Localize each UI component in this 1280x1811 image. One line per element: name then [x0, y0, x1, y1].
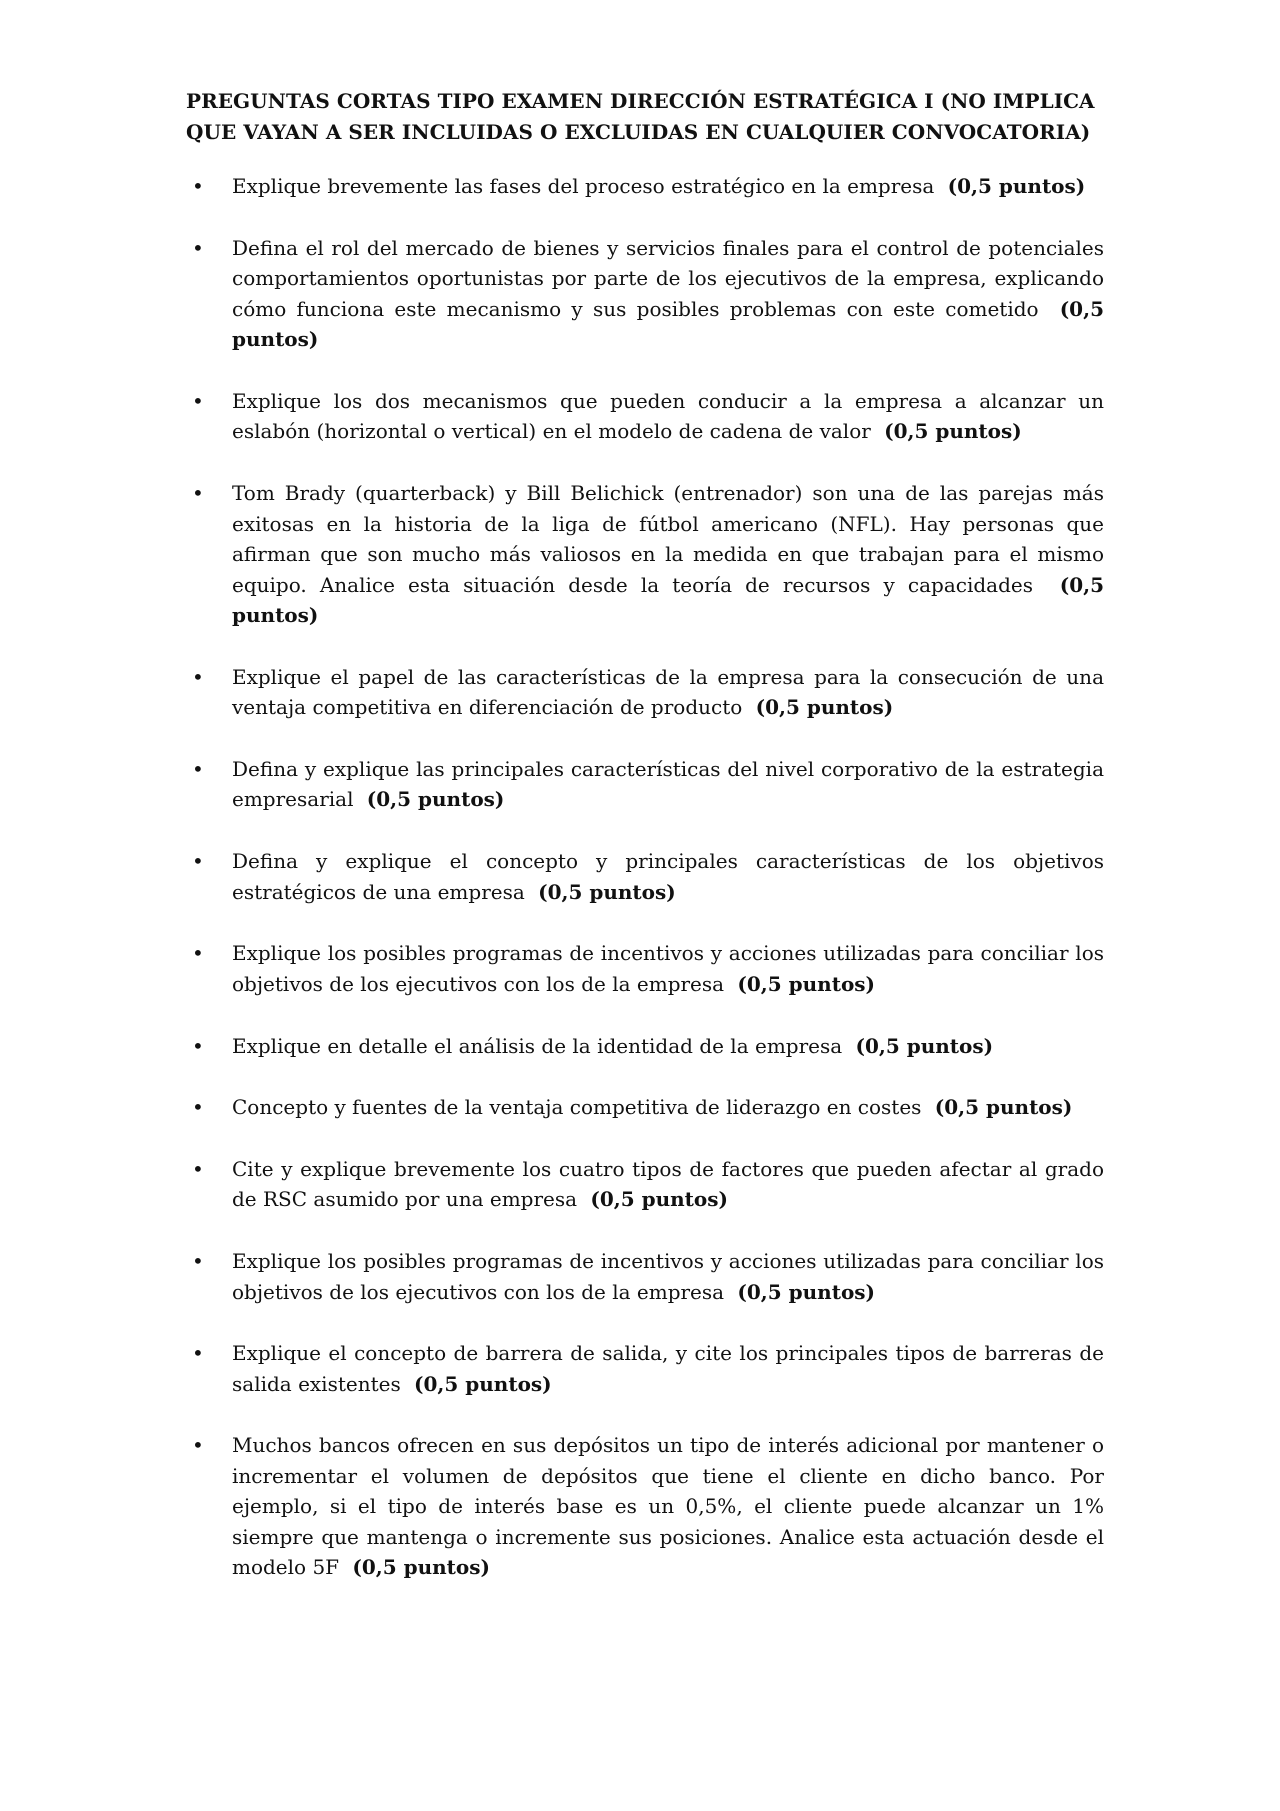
bullet-icon: •	[192, 756, 204, 781]
bullet-icon: •	[192, 1033, 204, 1058]
title-line-1: PREGUNTAS CORTAS TIPO EXAMEN DIRECCIÓN ESTRATÉGICA I (NO IMPLICA	[186, 89, 1095, 113]
question-item	[186, 662, 1104, 723]
question-points: (0,5 puntos)	[730, 971, 876, 996]
question-item	[186, 386, 1104, 447]
bullet-icon: •	[192, 849, 204, 874]
question-text: Tom Brady (quarterback) y Bill Belichick (entrenador) son una de las parejas más exitosas en la historia de la liga de fútbol americano (NFL). Hay personas que afirman que son mucho más valiosos en la medida en que trabajan para el mismo equipo. Analice esta situación desde la teoría de recursos y capacidades	[232, 481, 1104, 597]
question-points: (0,5 puntos)	[927, 1095, 1073, 1120]
bullet-icon: •	[192, 1433, 204, 1458]
question-points: (0,5 puntos)	[232, 296, 1111, 352]
question-item	[186, 171, 1104, 202]
bullet-icon: •	[192, 388, 204, 413]
bullet-icon: •	[192, 1156, 204, 1181]
question-points: (0,5 puntos)	[848, 1033, 994, 1058]
question-points: (0,5 puntos)	[345, 1555, 490, 1580]
question-text: Explique los posibles programas de incentivos y acciones utilizadas para conciliar los objetivos de los ejecutivos con los de la empresa	[232, 941, 1104, 996]
bullet-icon: •	[192, 174, 204, 198]
question-text: Explique en detalle el análisis de la identidad de la empresa	[232, 1033, 843, 1058]
question-item	[186, 754, 1104, 815]
bullet-icon: •	[192, 1341, 204, 1366]
question-text: Explique el concepto de barrera de salida, y cite los principales tipos de barreras de salida existentes	[232, 1341, 1104, 1396]
title-line-2: QUE VAYAN A SER INCLUIDAS O EXCLUIDAS EN CUALQUIER CONVOCATORIA)	[186, 120, 1091, 144]
question-list	[186, 171, 1111, 1583]
document-page	[186, 86, 1111, 1614]
question-text: Explique los dos mecanismos que pueden conducir a la empresa a alcanzar un eslabón (horizontal o vertical) en el modelo de cadena de valor	[232, 388, 1104, 444]
question-text: Concepto y fuentes de la ventaja competitiva de liderazgo en costes	[232, 1095, 922, 1120]
question-text: Muchos bancos ofrecen en sus depósitos un tipo de interés adicional por mantener o incrementar el volumen de depósitos que tiene el cliente en dicho banco. Por ejemplo, si el tipo de interés base es un 0,5%, el cliente puede alcanzar un 1% siempre que mantenga o incremente sus posiciones. Analice esta actuación desde el modelo 5F	[232, 1433, 1104, 1580]
question-text: Defina y explique las principales características del nivel corporativo de la estrategia empresarial	[232, 756, 1104, 812]
question-points: (0,5 puntos)	[407, 1371, 552, 1396]
question-points: (0,5 puntos)	[940, 174, 1086, 198]
question-text: Explique brevemente las fases del proceso estratégico en la empresa	[232, 174, 935, 198]
question-item	[186, 1092, 1104, 1123]
question-item	[186, 846, 1104, 907]
question-text: Explique el papel de las características de la empresa para la consecución de una ventaja competitiva en diferenciación de producto	[232, 664, 1104, 720]
question-points: (0,5 puntos)	[730, 1279, 876, 1304]
question-item	[186, 478, 1111, 631]
question-item	[186, 938, 1104, 999]
question-item	[186, 1246, 1104, 1307]
question-text: Defina el rol del mercado de bienes y servicios finales para el control de potenciales comportamientos oportunistas por parte de los ejecutivos de la empresa, explicando cómo funciona este mecanismo y sus posibles problemas con este cometido	[232, 235, 1104, 321]
question-item	[186, 1031, 1104, 1062]
bullet-icon: •	[192, 941, 204, 966]
question-points: (0,5 puntos)	[359, 787, 505, 812]
question-points: (0,5 puntos)	[748, 695, 894, 720]
question-text: Cite y explique brevemente los cuatro tipos de factores que pueden afectar al grado de RSC asumido por una empresa	[232, 1156, 1104, 1212]
document-title	[186, 86, 1104, 148]
question-points: (0,5 puntos)	[531, 879, 676, 904]
bullet-icon: •	[192, 1095, 204, 1120]
bullet-icon: •	[192, 481, 204, 506]
question-text: Explique los posibles programas de incentivos y acciones utilizadas para conciliar los objetivos de los ejecutivos con los de la empresa	[232, 1249, 1104, 1304]
question-points: (0,5 puntos)	[877, 419, 1022, 444]
question-points: (0,5 puntos)	[232, 572, 1111, 628]
bullet-icon: •	[192, 664, 204, 689]
question-item	[186, 1430, 1104, 1583]
question-item	[186, 233, 1111, 355]
question-points: (0,5 puntos)	[583, 1187, 728, 1212]
bullet-icon: •	[192, 1249, 204, 1274]
question-text: Defina y explique el concepto y principales características de los objetivos estratégicos de una empresa	[232, 849, 1104, 904]
bullet-icon: •	[192, 235, 204, 260]
question-item	[186, 1154, 1104, 1215]
question-item	[186, 1338, 1104, 1399]
